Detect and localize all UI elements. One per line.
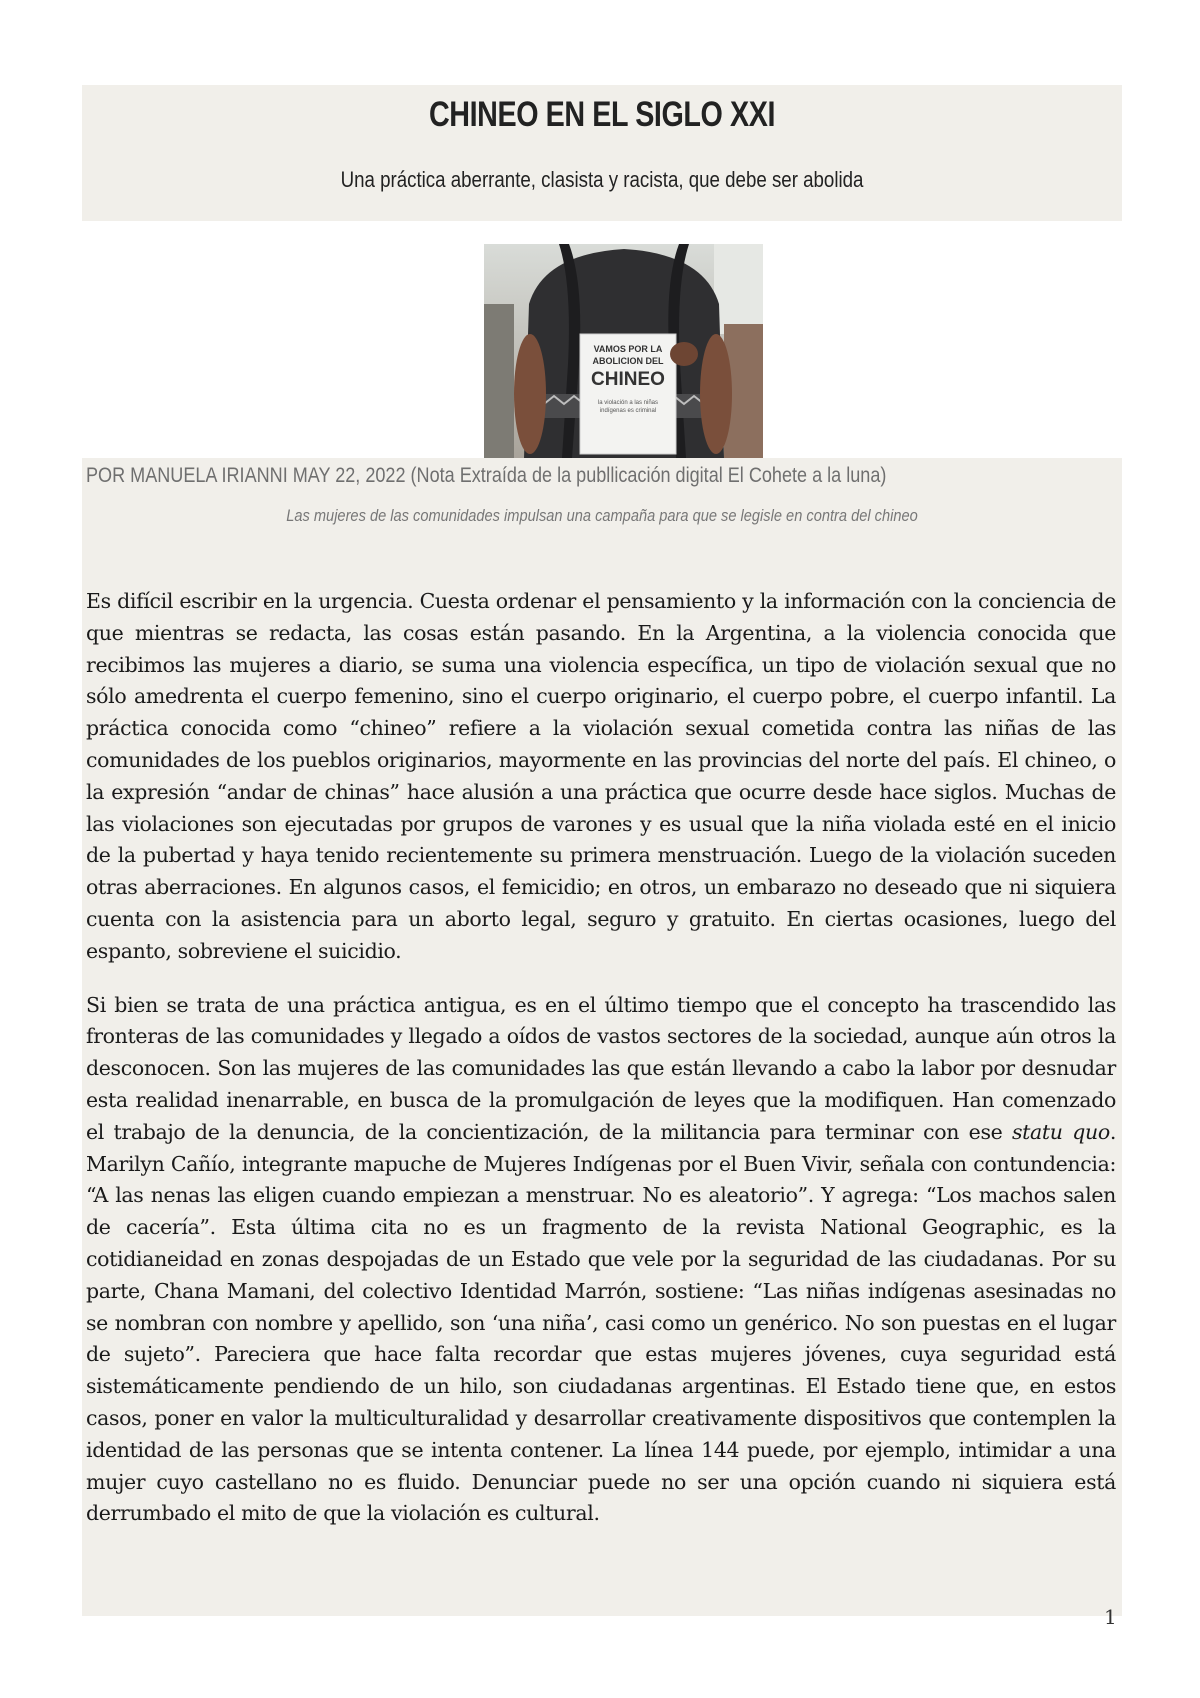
sign-text-line5: indígenas es criminal bbox=[599, 408, 657, 414]
page-number: 1 bbox=[1104, 1605, 1117, 1629]
sign-text-line3: CHINEO bbox=[591, 369, 665, 390]
page-subtitle: Una práctica aberrante, clasista y racista, que debe ser abolida bbox=[340, 167, 864, 192]
sign-text-line2: ABOLICION DEL bbox=[592, 356, 664, 366]
photo-caption: Las mujeres de las comunidades impulsan una campaña para que se legisle en contra del chineo bbox=[286, 506, 918, 525]
article-paragraph-2 bbox=[86, 990, 1116, 1531]
header-box bbox=[82, 85, 1122, 221]
protest-photo-illustration bbox=[484, 244, 763, 458]
sign-text-line1: VAMOS POR LA bbox=[593, 344, 663, 354]
sign-text-line4: la violación a las niñas bbox=[597, 400, 659, 406]
paragraph-2-text-b: . Marilyn Cañío, integrante mapuche de Mujeres Indígenas por el Buen Vivir, señala con contundencia: “A las nenas las eligen cuando empiezan a menstruar. No es aleatorio”. Y agrega: “Los machos salen de cacería”. Esta última cita no es un fragmento de la revista National Geographic, es la cotidianeidad en zonas despojadas de un Estado que vele por la seguridad de las ciudadanas. Por su parte, Chana Mamani, del colectivo Identidad Marrón, sostiene: “Las niñas indígenas asesinadas no se nombran con nombre y apellido, son ‘una niña’, casi como un genérico. No son puestas en el lugar de sujeto”. Pareciera que hace falta recordar que estas mujeres jóvenes, cuya seguridad está sistemáticamente pendiendo de un hilo, son ciudadanas argentinas. El Estado tiene que, en estos casos, poner en valor la multiculturalidad y desarrollar creativamente dispositivos que contemplen la identidad de las personas que se intenta contener. La línea 144 puede, por ejemplo, intimidar a una mujer cuyo castellano no es fluido. Denunciar puede no ser una opción cuando ni siquiera está derrumbado el mito de que la violación es cultural. bbox=[86, 1119, 1116, 1526]
paragraph-2-text-a: Si bien se trata de una práctica antigua, es en el último tiempo que el concepto ha trascendido las fronteras de las comunidades y llegado a oídos de vastos sectores de la sociedad, aunque aún otros la desconocen. Son las mujeres de las comunidades las que están llevando a cabo la labor por desnudar esta realidad inenarrable, en busca de la promulgación de leyes que la modifiquen. Han comenzado el trabajo de la denuncia, de la concientización, de la militancia para terminar con ese bbox=[86, 992, 1116, 1144]
article-body bbox=[86, 586, 1116, 1552]
article-body-box bbox=[82, 458, 1122, 1616]
article-byline: POR MANUELA IRIANNI MAY 22, 2022 (Nota Extraída de la publlicación digital El Cohete a la luna) bbox=[86, 464, 887, 487]
paragraph-2-italic: statu quo bbox=[1011, 1119, 1110, 1144]
article-paragraph-1: Es difícil escribir en la urgencia. Cuesta ordenar el pensamiento y la información con la conciencia de que mientras se redacta, las cosas están pasando. En la Argentina, a la violencia conocida que recibimos las mujeres a diario, se suma una violencia específica, un tipo de violación sexual que no sólo amedrenta el cuerpo femenino, sino el cuerpo originario, el cuerpo pobre, el cuerpo infantil. La práctica conocida como “chineo” refiere a la violación sexual cometida contra las niñas de las comunidades de los pueblos originarios, mayormente en las provincias del norte del país. El chineo, o la expresión “andar de chinas” hace alusión a una práctica que ocurre desde hace siglos. Muchas de las violaciones son ejecutadas por grupos de varones y es usual que la niña violada esté en el inicio de la pubertad y haya tenido recientemente su primera menstruación. Luego de la violación suceden otras aberraciones. En algunos casos, el femicidio; en otros, un embarazo no deseado que ni siquiera cuenta con la asistencia para un aborto legal, seguro y gratuito. En ciertas ocasiones, luego del espanto, sobreviene el suicidio. bbox=[86, 589, 1116, 963]
article-photo bbox=[484, 244, 763, 458]
page-title: CHINEO EN EL SIGLO XXI bbox=[428, 95, 776, 134]
